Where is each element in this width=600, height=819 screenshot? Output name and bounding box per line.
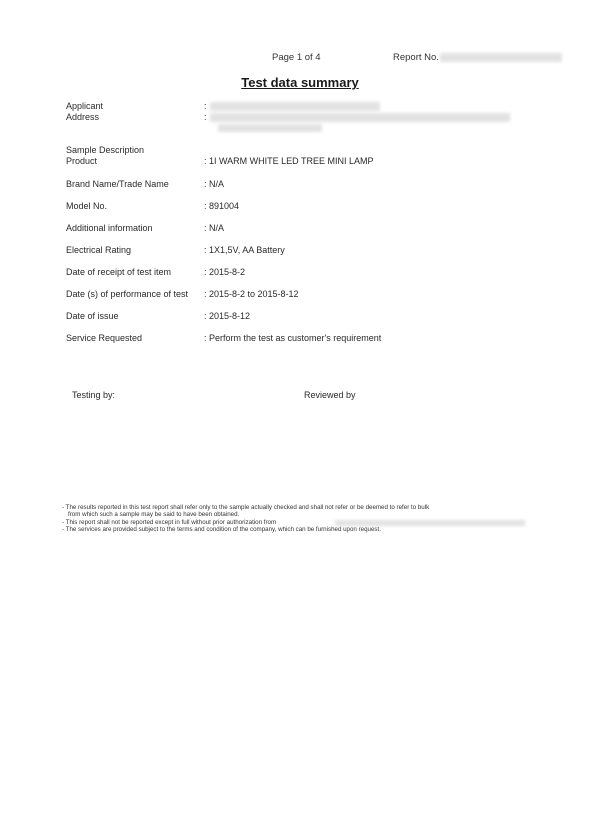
issue-date-value: : 2015-8-12 (204, 311, 251, 321)
report-number-label: Report No. (393, 52, 439, 63)
additional-info-value: : N/A (204, 223, 225, 233)
page-header (0, 52, 600, 66)
model-label: Model No. (66, 201, 108, 211)
redacted-applicant (210, 102, 380, 111)
receipt-date-label: Date of receipt of test item (66, 267, 172, 277)
footnote-1: - The results reported in this test report shall refer only to the sample actually checked and shall not refer or be deemed to refer to bulk (62, 504, 430, 511)
address-label: Address (66, 112, 100, 122)
page-number: Page 1 of 4 (272, 52, 321, 63)
brand-value: : N/A (204, 179, 225, 189)
brand-label: Brand Name/Trade Name (66, 179, 169, 189)
applicant-colon: : (204, 101, 207, 111)
receipt-date-value: : 2015-8-2 (204, 267, 246, 277)
electrical-rating-value: : 1X1,5V, AA Battery (204, 245, 285, 255)
performance-date-value: : 2015-8-2 to 2015-8-12 (204, 289, 299, 299)
issue-date-label: Date of issue (66, 311, 119, 321)
footnote-1-continued: from which such a sample may be said to have been obtained. (68, 511, 240, 519)
additional-info-label: Additional information (66, 223, 153, 233)
electrical-rating-label: Electrical Rating (66, 245, 132, 255)
footnote-2: - This report shall not be reported except in full without prior authorization from (62, 518, 277, 526)
redacted-authorizer (335, 520, 525, 526)
applicant-label: Applicant (66, 101, 104, 111)
redacted-address-line2 (218, 124, 322, 132)
footnote-2-row (62, 519, 542, 526)
testing-by-label: Testing by: (72, 390, 116, 400)
redacted-address-line1 (210, 113, 510, 122)
reviewed-by-label: Reviewed by (304, 390, 356, 400)
footnotes (62, 504, 542, 534)
footnote-3: - The services are provided subject to the terms and condition of the company, which can be furnished upon request. (62, 526, 381, 534)
redacted-report-number (440, 53, 562, 62)
performance-date-label: Date (s) of performance of test (66, 289, 189, 299)
address-colon: : (204, 112, 207, 122)
service-requested-label: Service Requested (66, 333, 143, 343)
model-value: : 891004 (204, 201, 240, 211)
page-title: Test data summary (241, 75, 359, 90)
service-requested-value: : Perform the test as customer's requirement (204, 333, 382, 343)
product-value: : 1I WARM WHITE LED TREE MINI LAMP (204, 156, 374, 166)
sample-description-label: Sample Description (66, 145, 145, 155)
product-label: Product (66, 156, 98, 166)
